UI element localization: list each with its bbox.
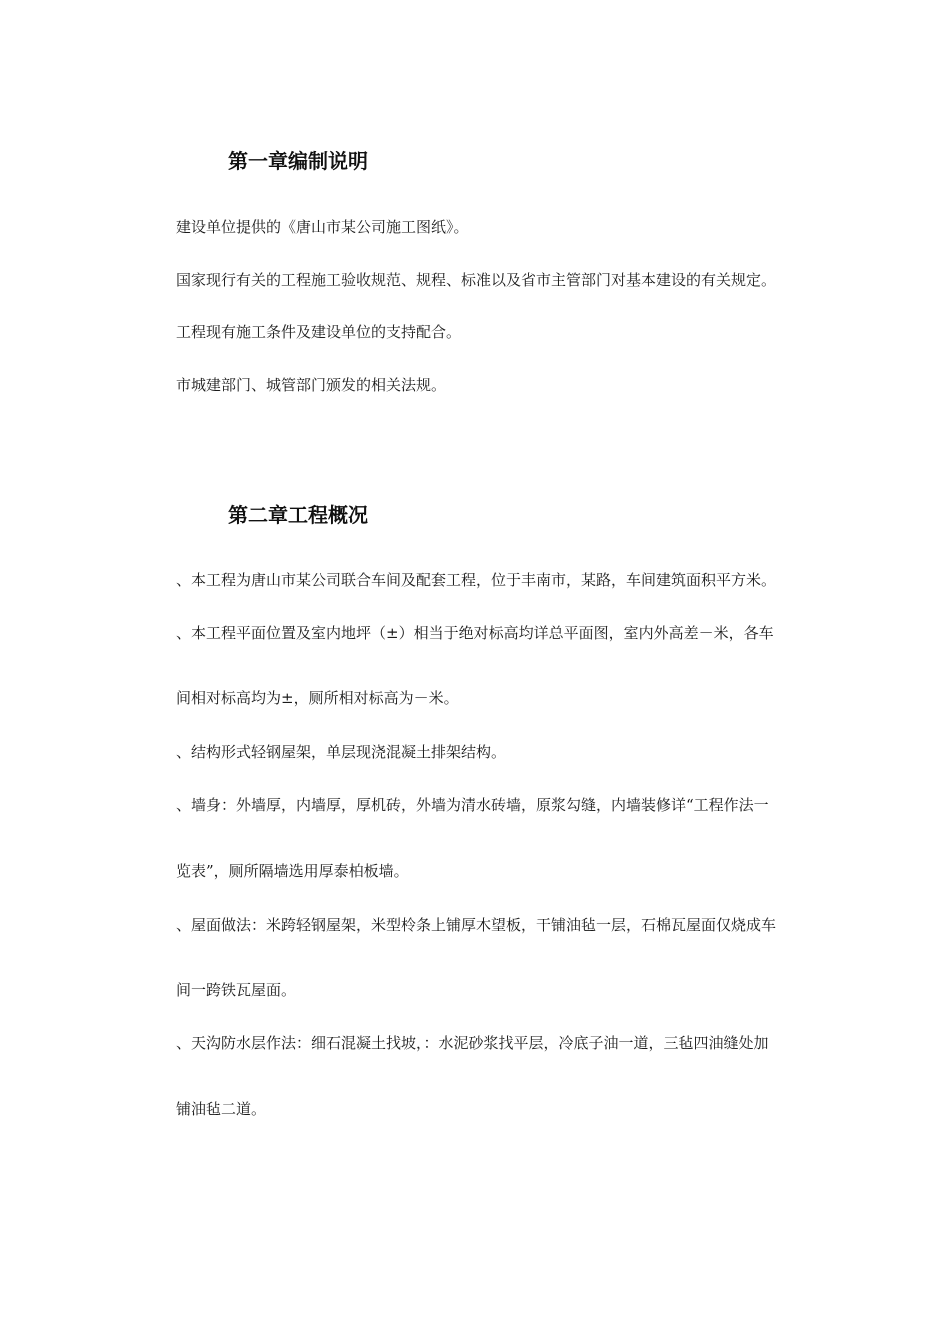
chapter-2-paragraph-continued: 览表”，厕所隔墙选用厚泰柏板墙。 (176, 862, 409, 880)
chapter-2-title: 第二章工程概况 (228, 503, 368, 527)
chapter-2-paragraph-continued: 铺油毡二道。 (176, 1100, 267, 1118)
chapter-1-paragraph: 工程现有施工条件及建设单位的支持配合。 (176, 323, 462, 341)
chapter-2-paragraph: 、结构形式轻钢屋架，单层现浇混凝土排架结构。 (176, 743, 507, 761)
chapter-2-paragraph: 、本工程为唐山市某公司联合车间及配套工程，位于丰南市，某路，车间建筑面积平方米。 (176, 571, 777, 589)
chapter-2-paragraph: 、本工程平面位置及室内地坪（±）相当于绝对标高均详总平面图，室内外高差－米，各车 (176, 624, 774, 642)
chapter-2-paragraph-continued: 间一跨铁瓦屋面。 (176, 981, 297, 999)
chapter-1-title: 第一章编制说明 (228, 149, 368, 173)
chapter-2-paragraph: 、墙身：外墙厚，内墙厚，厚机砖，外墙为清水砖墙，原浆勾缝，内墙装修详“工程作法一 (176, 796, 769, 814)
chapter-2-paragraph: 、屋面做法：米跨轻钢屋架，米型柃条上铺厚木望板，干铺油毡一层，石棉瓦屋面仅烧成车 (176, 916, 777, 934)
chapter-1-paragraph: 国家现行有关的工程施工验收规范、规程、标准以及省市主管部门对基本建设的有关规定。 (176, 271, 777, 289)
chapter-1-paragraph: 建设单位提供的《唐山市某公司施工图纸》。 (176, 218, 469, 236)
chapter-1-paragraph: 市城建部门、城管部门颁发的相关法规。 (176, 376, 447, 394)
chapter-2-paragraph-continued: 间相对标高均为±，厕所相对标高为－米。 (176, 689, 459, 707)
chapter-2-paragraph: 、天沟防水层作法：细石混凝土找坡，：水泥砂浆找平层，冷底子油一道，三毡四油缝处加 (176, 1034, 769, 1052)
